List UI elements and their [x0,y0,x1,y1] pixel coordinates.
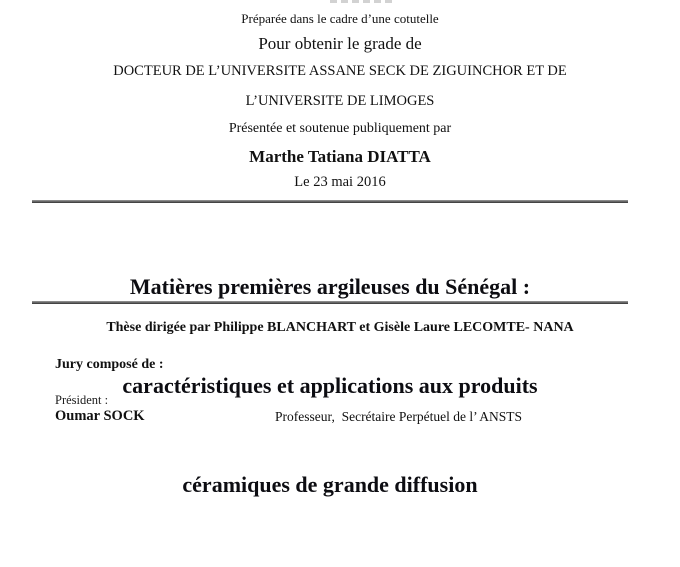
jury-heading: Jury composé de : [55,357,164,372]
doctor-universities-line-1: DOCTEUR DE L’UNIVERSITE ASSANE SECK DE ZIGUINCHOR ET DE [113,63,567,79]
cropped-text-fragment [330,0,394,3]
defense-date: Le 23 mai 2016 [294,174,386,190]
presented-line: Présentée et soutenue publiquement par [228,121,452,136]
jury-member-title: Professeur, Secrétaire Perpétuel de l’ ANSTS [275,409,523,424]
supervision-line: Thèse dirigée par Philippe BLANCHART et Gisèle Laure LECOMTE- NANA [106,320,574,335]
cotutelle-line: Préparée dans le cadre d’une cotutelle [241,11,439,26]
doctor-universities-line-2: L’UNIVERSITE DE LIMOGES [245,93,435,109]
jury-member-role: Président : [55,393,109,407]
thesis-title-line-2: caractéristiques et applications aux produits [122,373,538,398]
thesis-title [32,204,628,567]
thesis-title-line-3: céramiques de grande diffusion [182,472,478,497]
title-divider-top [32,200,628,203]
author-name: Marthe Tatiana DIATTA [249,147,431,166]
grade-line: Pour obtenir le grade de [258,34,422,53]
title-divider-bottom [32,301,628,304]
thesis-title-line-1: Matières premières argileuses du Sénégal : [129,274,531,299]
jury-member-name: Oumar SOCK [55,408,145,424]
